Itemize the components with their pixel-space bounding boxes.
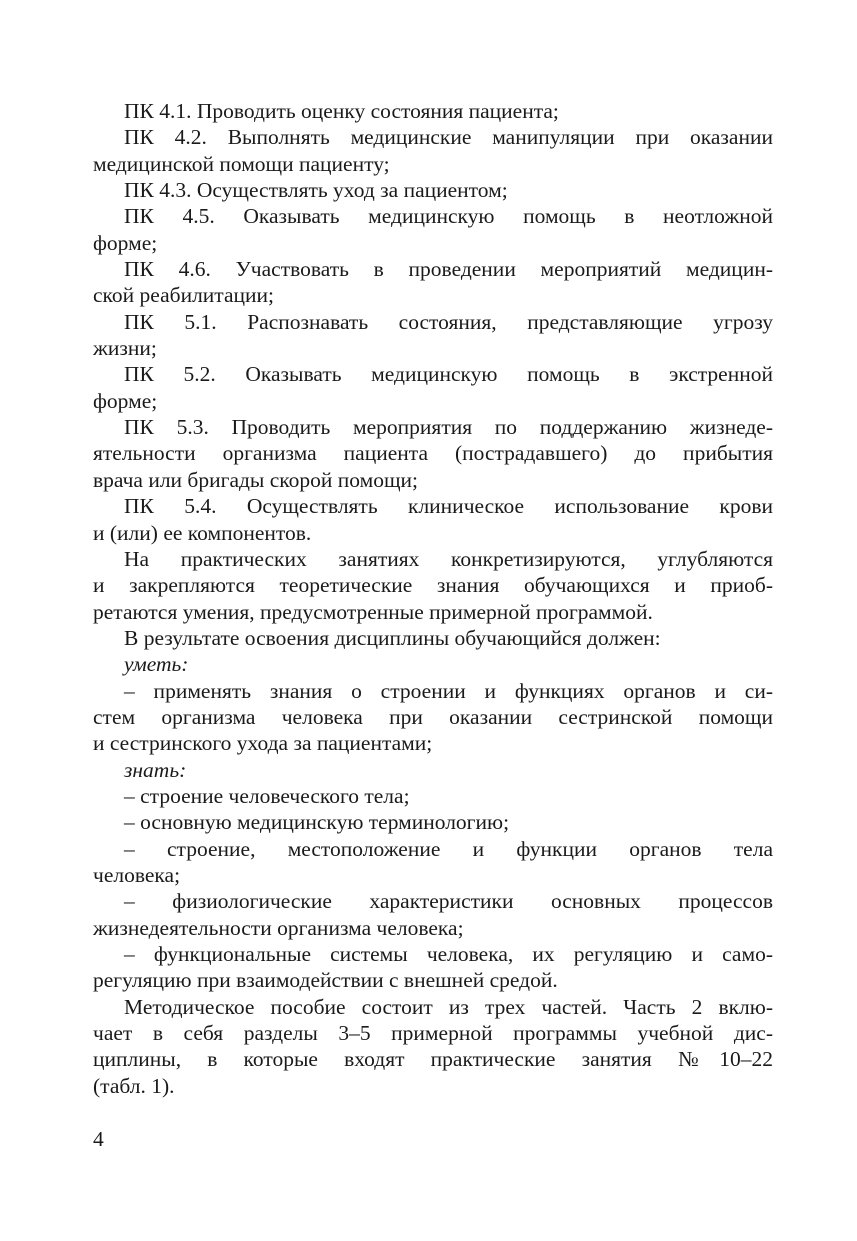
- text-line: – строение человеческого тела;: [124, 783, 410, 808]
- text-line: (табл. 1).: [93, 1073, 175, 1098]
- text-line: – строение, местоположение и функции органов тела: [124, 836, 773, 861]
- text-line: ПК 4.5. Оказывать медицинскую помощь в неотложной: [124, 204, 773, 229]
- paragraph: [93, 361, 773, 414]
- text-line: чает в себя разделы 3–5 примерной программы учебной дис-: [93, 1021, 773, 1046]
- text-line: ПК 5.2. Оказывать медицинскую помощь в экстренной: [124, 362, 773, 387]
- text-line: ПК 5.1. Распознавать состояния, представляющие угрозу: [124, 309, 773, 334]
- paragraph: [93, 203, 773, 256]
- text-line: ятельности организма пациента (пострадавшего) до прибытия: [93, 441, 773, 466]
- text-line: ПК 4.6. Участвовать в проведении мероприятий медицин-: [124, 257, 773, 282]
- paragraph: [93, 124, 773, 177]
- text-line: ПК 5.3. Проводить мероприятия по поддержанию жизнеде-: [124, 415, 773, 440]
- text-line: жизнедеятельности организма человека;: [93, 915, 464, 940]
- paragraph: [93, 493, 773, 546]
- text-line: ПК 4.3. Осуществлять уход за пациентом;: [124, 178, 508, 203]
- section-label: [93, 651, 773, 677]
- text-line: ПК 4.1. Проводить оценку состояния пациента;: [124, 99, 559, 123]
- paragraph: [93, 177, 773, 203]
- text-line: – функциональные системы человека, их регуляцию и само-: [124, 942, 773, 966]
- paragraph: [93, 625, 773, 651]
- paragraph: [93, 98, 773, 124]
- text-line: ПК 4.2. Выполнять медицинские манипуляции при оказании: [124, 125, 773, 150]
- text-line: стем организма человека при оказании сестринской помощи: [93, 704, 773, 729]
- text-line: – физиологические характеристики основных процессов: [124, 889, 773, 914]
- text-line: форме;: [93, 388, 158, 413]
- text-line: человека;: [93, 862, 181, 887]
- paragraph: [93, 783, 773, 809]
- paragraph: [93, 546, 773, 625]
- text-line: ской реабилитации;: [93, 283, 274, 308]
- paragraph: [93, 809, 773, 835]
- text-line: циплины, в которые входят практические занятия №10–22: [93, 1047, 773, 1072]
- text-line: В результате освоения дисциплины обучающийся должен:: [124, 625, 661, 650]
- text-line: На практических занятиях конкретизируются, углубляются: [124, 546, 773, 571]
- text-line: жизни;: [93, 336, 157, 361]
- paragraph: [93, 678, 773, 757]
- text-line: уметь:: [124, 652, 189, 677]
- text-line: – основную медицинскую терминологию;: [124, 810, 510, 835]
- text-line: и (или) ее компонентов.: [93, 520, 312, 545]
- paragraph: [93, 888, 773, 941]
- text-line: – применять знания о строении и функциях органов и си-: [124, 678, 773, 703]
- text-line: и закрепляются теоретические знания обучающихся и приоб-: [93, 573, 773, 598]
- text-line: и сестринского ухода за пациентами;: [93, 731, 433, 756]
- paragraph: [93, 994, 773, 1099]
- paragraph: [93, 941, 773, 994]
- text-line: Методическое пособие состоит из трех частей. Часть 2 вклю-: [124, 994, 773, 1019]
- text-line: регуляцию при взаимодействии с внешней средой.: [93, 968, 558, 993]
- section-label: [93, 757, 773, 783]
- text-line: форме;: [93, 230, 158, 255]
- paragraph: [93, 309, 773, 362]
- text-line: медицинской помощи пациенту;: [93, 151, 390, 176]
- text-line: ПК 5.4. Осуществлять клиническое использование крови: [124, 494, 773, 519]
- text-line: врача или бригады скорой помощи;: [93, 467, 419, 492]
- page-body: [93, 98, 773, 1099]
- text-line: знать:: [124, 757, 187, 782]
- page-number: 4: [93, 1127, 104, 1151]
- paragraph: [93, 256, 773, 309]
- paragraph: [93, 414, 773, 493]
- text-line: ретаются умения, предусмотренные примерной программой.: [93, 599, 653, 624]
- paragraph: [93, 836, 773, 889]
